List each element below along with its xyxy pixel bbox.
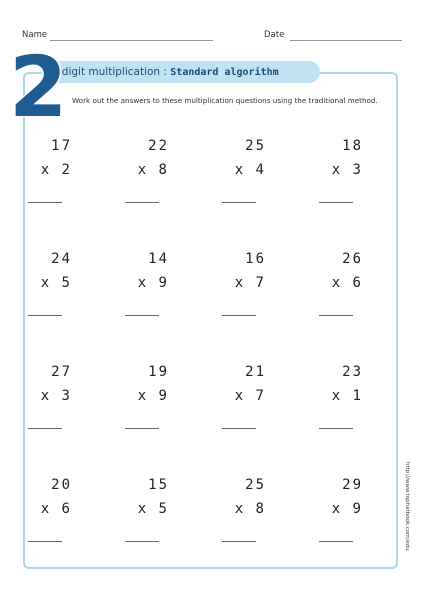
multiplier: x 9 <box>137 275 169 291</box>
multiplier: x 9 <box>331 501 363 517</box>
multiplicand: 15 <box>148 477 169 493</box>
title-emphasis: Standard algorithm <box>170 67 279 78</box>
answer-line[interactable] <box>125 428 159 429</box>
problem-4 <box>313 138 373 208</box>
answer-line[interactable] <box>28 541 62 542</box>
answer-line[interactable] <box>125 541 159 542</box>
answer-line[interactable] <box>28 315 62 316</box>
svg-text:2: 2 <box>9 38 68 136</box>
multiplier: x 3 <box>40 388 72 404</box>
name-label: Name <box>22 30 48 40</box>
multiplier: x 6 <box>40 501 72 517</box>
problem-14 <box>119 477 179 547</box>
multiplier: x 6 <box>331 275 363 291</box>
problem-7 <box>216 251 276 321</box>
date-line <box>290 40 402 41</box>
problem-12 <box>313 364 373 434</box>
multiplier: x 9 <box>137 388 169 404</box>
footer-url: http://www.tophatbook.com/edu <box>404 462 410 551</box>
multiplier: x 3 <box>331 162 363 178</box>
multiplier: x 7 <box>234 388 266 404</box>
answer-line[interactable] <box>222 202 256 203</box>
multiplier: x 4 <box>234 162 266 178</box>
multiplicand: 23 <box>342 364 363 380</box>
problem-6 <box>119 251 179 321</box>
multiplicand: 27 <box>51 364 72 380</box>
problem-2 <box>119 138 179 208</box>
answer-line[interactable] <box>125 202 159 203</box>
title-banner <box>44 61 320 83</box>
answer-line[interactable] <box>28 202 62 203</box>
problem-1 <box>22 138 82 208</box>
multiplicand: 25 <box>245 477 266 493</box>
answer-line[interactable] <box>319 202 353 203</box>
multiplier: x 1 <box>331 388 363 404</box>
multiplicand: 22 <box>148 138 169 154</box>
answer-line[interactable] <box>28 428 62 429</box>
answer-line[interactable] <box>222 428 256 429</box>
multiplicand: 14 <box>148 251 169 267</box>
multiplicand: 18 <box>342 138 363 154</box>
problem-16 <box>313 477 373 547</box>
multiplier: x 8 <box>137 162 169 178</box>
multiplier: x 8 <box>234 501 266 517</box>
answer-line[interactable] <box>222 541 256 542</box>
multiplicand: 26 <box>342 251 363 267</box>
multiplicand: 20 <box>51 477 72 493</box>
multiplicand: 19 <box>148 364 169 380</box>
date-label: Date <box>264 30 285 40</box>
multiplier: x 5 <box>40 275 72 291</box>
multiplicand: 24 <box>51 251 72 267</box>
title-prefix: -digit multiplication : <box>58 66 171 78</box>
problem-8 <box>313 251 373 321</box>
multiplier: x 5 <box>137 501 169 517</box>
answer-line[interactable] <box>319 541 353 542</box>
multiplicand: 21 <box>245 364 266 380</box>
answer-line[interactable] <box>319 315 353 316</box>
problem-13 <box>22 477 82 547</box>
name-line <box>50 40 213 41</box>
answer-line[interactable] <box>319 428 353 429</box>
multiplier: x 7 <box>234 275 266 291</box>
instructions-text: Work out the answers to these multiplication questions using the traditional method. <box>72 96 378 105</box>
answer-line[interactable] <box>125 315 159 316</box>
big-digit-two <box>8 38 68 136</box>
problem-9 <box>22 364 82 434</box>
problem-10 <box>119 364 179 434</box>
multiplier: x 2 <box>40 162 72 178</box>
problem-15 <box>216 477 276 547</box>
multiplicand: 25 <box>245 138 266 154</box>
problem-3 <box>216 138 276 208</box>
multiplicand: 29 <box>342 477 363 493</box>
problem-5 <box>22 251 82 321</box>
multiplicand: 17 <box>51 138 72 154</box>
multiplicand: 16 <box>245 251 266 267</box>
problem-11 <box>216 364 276 434</box>
answer-line[interactable] <box>222 315 256 316</box>
